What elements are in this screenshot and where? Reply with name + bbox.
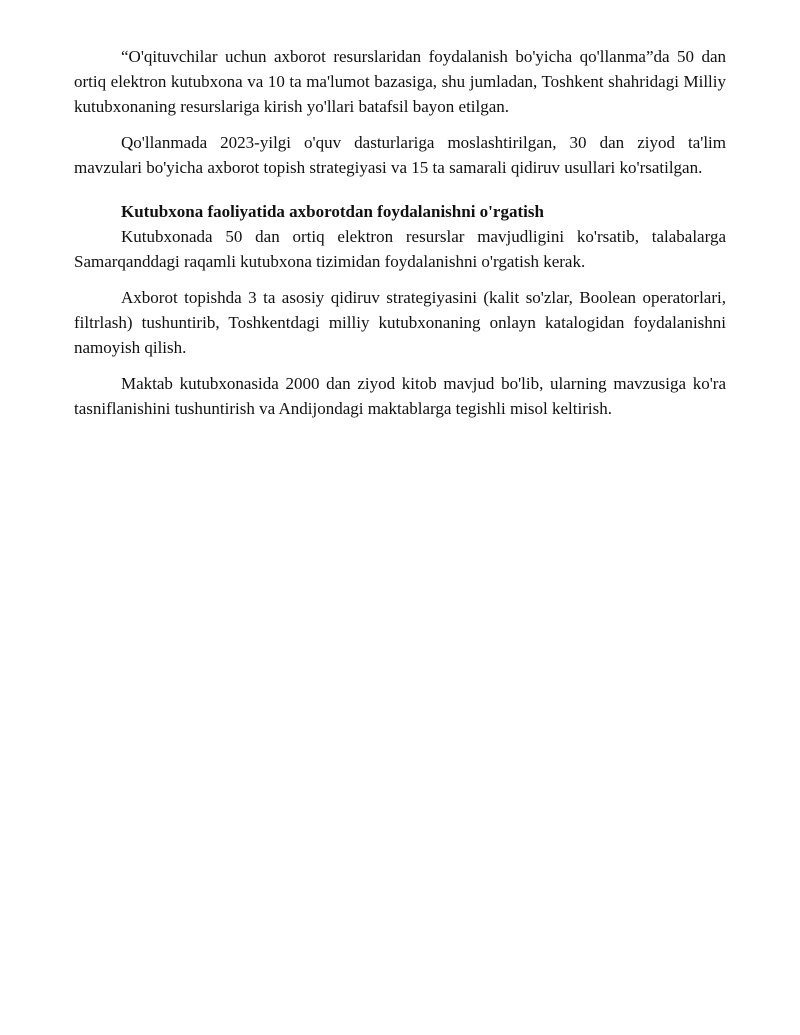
section-paragraph-3: Maktab kutubxonasida 2000 dan ziyod kitob mavjud bo'lib, ularning mavzusiga ko'ra tasniflanishini tushuntirish va Andijondagi maktablarga tegishli misol keltirish. — [74, 374, 726, 418]
intro-paragraph-1: “O'qituvchilar uchun axborot resurslaridan foydalanish bo'yicha qo'llanma”da 50 dan ortiq elektron kutubxona va 10 ta ma'lumot bazasiga, shu jumladan, Toshkent shahridagi Milliy kutubxonaning resurslariga kirish yo'llari batafsil bayon etilgan. — [74, 47, 726, 116]
section-heading: Kutubxona faoliyatida axborotdan foydalanishni o'rgatish — [121, 202, 544, 221]
section-paragraph-2: Axborot topishda 3 ta asosiy qidiruv strategiyasini (kalit so'zlar, Boolean operatorlari, filtrlash) tushuntirib, Toshkentdagi milliy kutubxonaning onlayn katalogidan foydalanishni namoyish qilish. — [74, 288, 726, 357]
section-paragraph-1: Kutubxonada 50 dan ortiq elektron resurslar mavjudligini ko'rsatib, talabalarga Samarqanddagi raqamli kutubxona tizimidan foydalanishni o'rgatish kerak. — [74, 227, 726, 271]
intro-paragraph-2: Qo'llanmada 2023-yilgi o'quv dasturlariga moslashtirilgan, 30 dan ziyod ta'lim mavzulari bo'yicha axborot topish strategiyasi va 15 ta samarali qidiruv usullari ko'rsatilgan. — [74, 133, 726, 177]
document-page — [74, 44, 726, 421]
